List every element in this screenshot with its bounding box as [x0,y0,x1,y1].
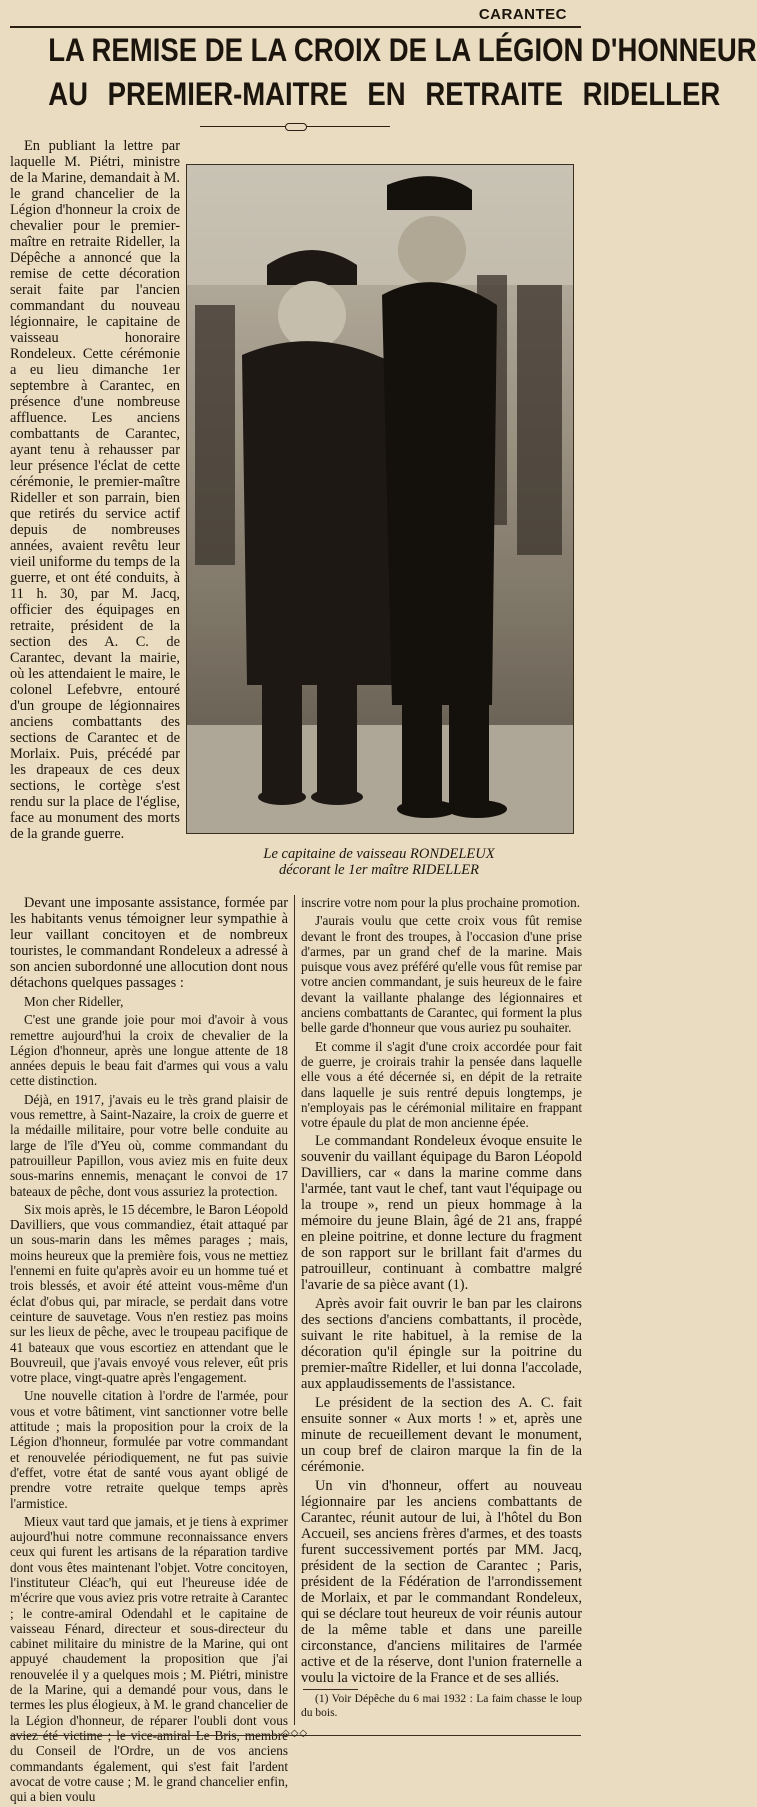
photo-caption-line-1: Le capitaine de vaisseau RONDELEUX [263,846,495,862]
article-paragraph: Un vin d'honneur, offert au nouveau légionnaire par les anciens combattants de Carantec, réunit autour de lui, à l'hôtel du Bon Accueil, ses anciens frères d'armes, et des toasts furent successivement portés par MM. Jacq, président de la section de Carantec ; Paris, président de la Fédération de l'arrondissement de Morlaix, et par le commandant Rondeleux, qui se déclare tout heureux de voir réunis autour de la même table et dans une pareille circonstance, d'anciens militaires de l'armée active et de la réserve, dont l'union fraternelle a voulu la victoire de la France et de ses alliés. [301,1478,582,1687]
article-paragraph: Six mois après, le 15 décembre, le Baron Léopold Davilliers, que vous commandiez, était attaqué par un sous-marin dans les mêmes parages ; mais, moins heureux que la première fois, vous ne mettiez l'ennemi en fuite qu'après avoir eu un homme tué et trois blessés, et avoir été atteint vous-même d'un éclat d'obus qui, par miracle, se perdait dans votre ceinture de sauvetage. Vous n'en restiez pas moins sur les lieux de pêche, avec le troupeau pacifique de 41 bateaux que vous escortiez en attendant que le Bouvreuil, que j'avais envoyé vous relever, eût pris votre place, vingt-quatre après l'engagement. [10,1201,288,1386]
article-paragraph: J'aurais voulu que cette croix vous fût remise devant le front des troupes, à l'occasion d'une prise d'armes, par un grand chef de la marine. Mais puisque vous avez préféré qu'elle vous fût remise par votre ancien commandant, je suis heureux de le faire devant la vaillante phalange des légionnaires et anciens combattants de Carantec, qui forment la plus belle garde d'honneur que vous auriez pu souhaiter. [301,913,582,1036]
headline [48,28,757,116]
headline-line-1: LA REMISE DE LA CROIX DE LA LÉGION D'HONNEUR [48,32,757,68]
article-paragraph: Mon cher Rideller, [24,994,124,1009]
footnote-rule [303,1689,358,1690]
article-paragraph: Et comme il s'agit d'une croix accordée pour fait de guerre, je croirais trahir la pensée dans laquelle elle vous a été décernée si, en dépit de la retraite dans laquelle je suis rentré depuis longtemps, je n'employais pas le cérémonial militaire en frappant votre épaule du plat de mon ancienne épée. [301,1038,582,1131]
bottom-ornament: ◇◇◇ [281,1728,309,1739]
article-paragraph: Après avoir fait ouvrir le ban par les clairons des sections d'anciens combattants, il procède, suivant le rite habituel, à la remise de la décoration qu'il épingle sur la poitrine du premier-maître Rideller, et lui donna l'accolade, aux applaudissements de l'assistance. [301,1296,582,1393]
article-paragraph: Mieux vaut tard que jamais, et je tiens à exprimer aujourd'hui notre commune reconnaissance envers ceux qui furent les artisans de la réparation tardive dont vous êtes maintenant l'objet. Votre concitoyen, l'instituteur Cléac'h, qui eut l'heureuse idée de m'écrire que vous aviez pris votre retraite à Carantec ; le contre-amiral Odendahl et le capitaine de vaisseau Fénard, directeur et sous-directeur du cabinet militaire du ministre de la Marine, qui ont appuyé chaudement la proposition que j'ai renouvelée il y a quelques mois ; M. Piétri, ministre de la Marine, qui a demandé pour vous, dans le termes les plus élogieux, à M. le grand chancelier de la Légion d'honneur, de réparer l'oubli dont vous aviez été victime ; le vice-amiral Le Bris, membre du Conseil de l'Ordre, un de vos anciens commandants également, qui s'est fait l'ardent avocat de votre cause ; M. le grand chancelier enfin, qui a bien voulu [10,1513,288,1805]
headline-ornament [200,126,390,127]
headline-line-2: AU PREMIER-MAITRE EN RETRAITE RIDELLER [48,76,721,112]
article-paragraph: Le commandant Rondeleux évoque ensuite le souvenir du vaillant équipage du Baron Léopold Davilliers, car « dans la marine comme dans l'armée, tant vaut le chef, tant vaut l'équipage ou la troupe », rend un pieux hommage à la mémoire du jeune Blain, âgé de 21 ans, frappé en pleine poitrine, et donne lecture du fragment de son rapport sur le brillant fait d'armes du patrouilleur, continuant à combattre malgré l'avarie de sa pièce avant (1). [301,1133,582,1294]
article-paragraph: Une nouvelle citation à l'ordre de l'armée, pour vous et votre bâtiment, vint sanctionner votre belle attitude ; mais la proposition pour la croix de la Légion d'honneur, formulée par votre commandant et renouvelée périodiquement, ne fut pas suivie d'effet, votre état de santé vous ayant obligé de prendre votre retraite quelque temps après l'armistice. [10,1388,288,1511]
intro-paragraph: En publiant la lettre par laquelle M. Piétri, ministre de la Marine, demandait à M. le grand chancelier de la Légion d'honneur la croix de chevalier pour le premier-maître en retraite Rideller, la Dépêche a annoncé que la remise de cette décoration serait faite par l'ancien commandant du nouveau légionnaire, le capitaine de vaisseau honoraire Rondeleux. Cette cérémonie a eu lieu dimanche 1er septembre à Carantec, en présence d'une nombreuse affluence. Les anciens combattants de Carantec, ayant tenu à rehausser par leur présence l'éclat de cette cérémonie, le premier-maître Rideller et son parrain, bien que retirés du service actif depuis de nombreuses années, avaient revêtu leur vieil uniforme du temps de la guerre, et ont été conduits, à 11 h. 30, par M. Jacq, officier des équipages en retraite, président de la section des A. C. de Carantec, devant la mairie, où les attendaient le maire, le colonel Lefebvre, entouré d'un groupe de légionnaires anciens combattants des sections de Carantec et de Morlaix. Puis, précédé par les drapeaux de ces deux sections, le cortège s'est rendu sur la place de l'église, face au monument des morts de la grande guerre. [10,138,180,842]
footnote: (1) Voir Dépêche du 6 mai 1932 : La faim chasse le loup du bois. [301,1693,582,1719]
article-body-right [301,895,582,1689]
article-paragraph: inscrire votre nom pour la plus prochaine promotion. [301,895,581,910]
article-paragraph: Devant une imposante assistance, formée par les habitants venus témoigner leur sympathie à leur vaillant concitoyen et de nombreux touristes, le commandant Rondeleux a adressé à son ancien subordonné une allocution dont nous détachons quelques passages : [10,895,288,991]
article-body-left [10,895,288,1807]
article-paragraph: C'est une grande joie pour moi d'avoir à vous remettre aujourd'hui la croix de chevalier de la Légion d'honneur, après une longue attente de 18 années depuis le beau fait d'armes qui vous a valu cette distinction. [10,1012,288,1089]
photo-caption-line-2: décorant le 1er maître RIDELLER [278,862,479,878]
article-paragraph: Le président de la section des A. C. fait ensuite sonner « Aux morts ! » et, après une minute de recueillement devant le monument, un coup bref de clairon marque la fin de la cérémonie. [301,1395,582,1476]
column-divider [294,895,295,1725]
ceremony-photo [186,164,574,834]
article-paragraph: Déjà, en 1917, j'avais eu le très grand plaisir de vous remettre, à Saint-Nazaire, la croix de guerre et la médaille militaire, pour votre belle conduite au large de l'île d'Yeu où, comme commandant du patrouilleur Papillon, vous aviez mis en fuite deux sous-marins ennemis, menaçant le convoi de 17 bateaux de pêche, dont vous assuriez la protection. [10,1091,288,1199]
section-tag: CARANTEC [478,6,567,23]
ceremony-photo-image [187,165,573,833]
photo-caption [186,846,572,878]
